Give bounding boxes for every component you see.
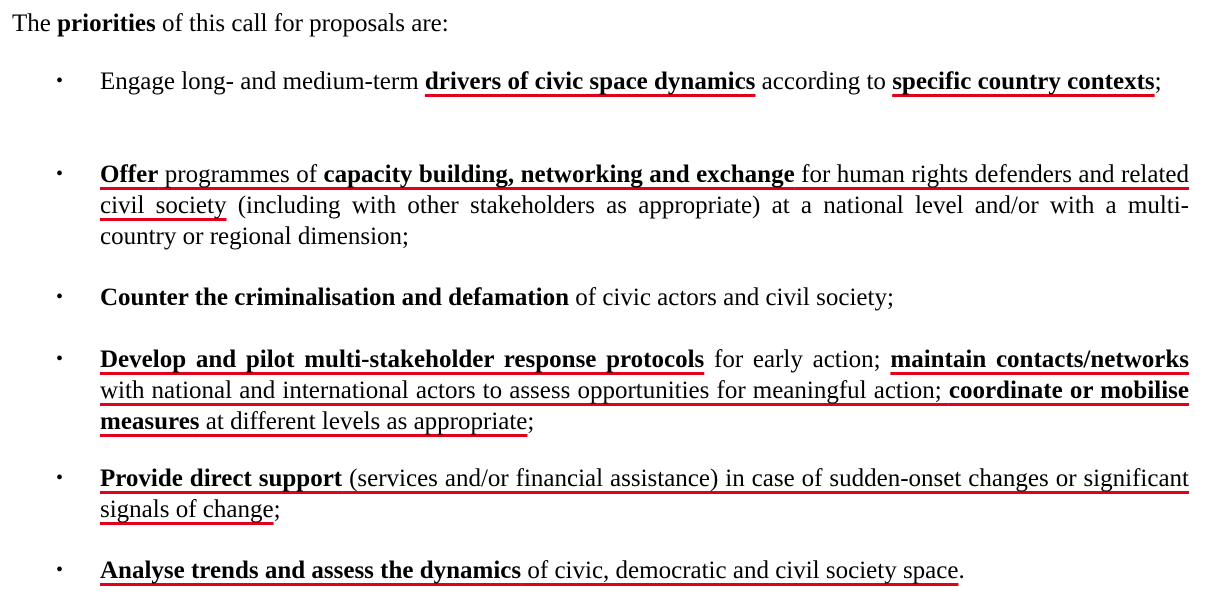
- text-run: for human rights defenders and related civil society: [100, 161, 1189, 219]
- bold-text-run: maintain contacts/networks: [890, 346, 1189, 373]
- bold-text-run: Offer: [100, 161, 159, 188]
- bold-text-run: Analyse trends and assess the dynamics: [100, 557, 522, 584]
- text-run: Engage long- and medium-term: [100, 68, 425, 95]
- text-run: (services and/or financial assistance) in case of sudden-onset changes or significant signals of change: [100, 465, 1189, 523]
- intro-paragraph: [12, 8, 449, 39]
- bold-text-run: capacity building, networking and exchange: [323, 161, 795, 188]
- text-run: ;: [273, 496, 281, 523]
- bold-text-run: Provide direct support: [100, 465, 343, 492]
- text-run: according to: [755, 68, 893, 95]
- bullet-icon: •: [56, 70, 64, 92]
- bullet-icon: •: [56, 163, 64, 185]
- bullet-icon: •: [56, 286, 64, 308]
- intro-bold-priorities: priorities: [57, 10, 156, 37]
- priority-text: [100, 463, 1189, 525]
- bold-text-run: Counter the criminalisation and defamation: [100, 284, 569, 311]
- bullet-icon: •: [56, 559, 64, 581]
- text-run: ;: [1154, 68, 1162, 95]
- text-run: programmes of: [158, 161, 324, 188]
- intro-suffix: of this call for proposals are:: [155, 10, 449, 37]
- text-run: ;: [527, 408, 535, 435]
- bold-text-run: coordinate or mobilise measures: [100, 377, 1189, 435]
- priority-text: [100, 159, 1189, 252]
- bullet-icon: •: [56, 348, 64, 370]
- intro-prefix: The: [12, 10, 58, 37]
- text-run: with national and international actors to assess opportunities for meaningful action;: [100, 377, 949, 404]
- bold-text-run: drivers of civic space dynamics: [424, 68, 756, 95]
- bold-text-run: specific country contexts: [892, 68, 1155, 95]
- priority-text: [100, 282, 1189, 313]
- text-run: (including with other stakeholders as appropriate) at a national level and/or with a multi-country or regional dimension;: [100, 192, 1189, 250]
- bold-text-run: Develop and pilot multi-stakeholder response protocols: [100, 346, 705, 373]
- priority-text: [100, 66, 1189, 97]
- text-run: .: [958, 557, 965, 584]
- text-run: of civic actors and civil society;: [569, 284, 894, 311]
- bullet-icon: •: [56, 467, 64, 489]
- priority-text: [100, 344, 1189, 437]
- priority-text: [100, 555, 1189, 586]
- text-run: at different levels as appropriate: [199, 408, 528, 435]
- text-run: of civic, democratic and civil society space: [521, 557, 959, 584]
- text-run: for early action;: [704, 346, 891, 373]
